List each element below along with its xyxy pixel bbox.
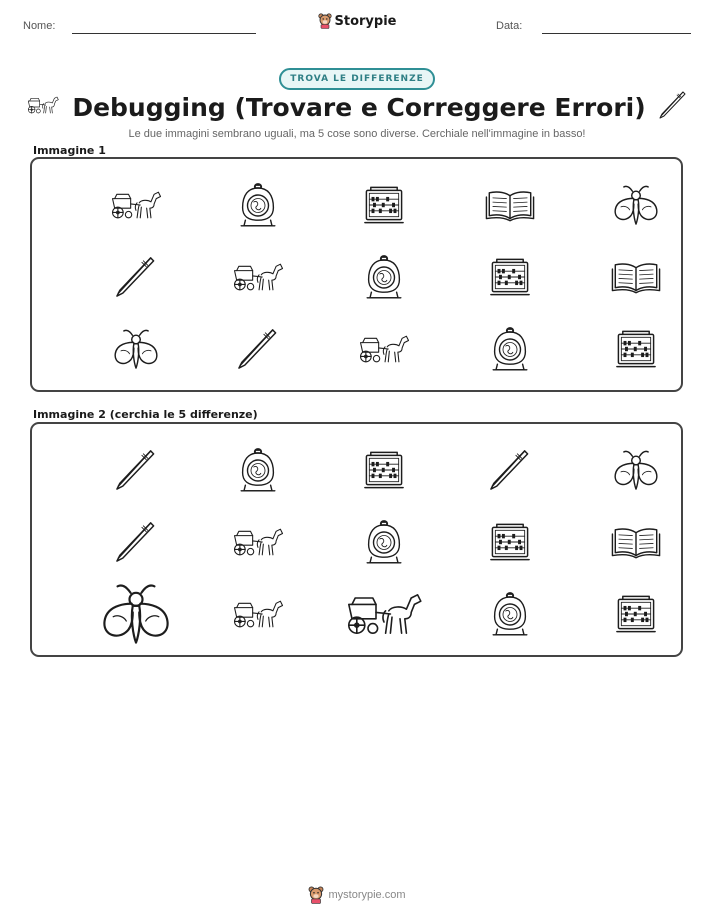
moth-icon <box>100 317 172 381</box>
abacus-icon <box>600 317 672 381</box>
clock-icon[interactable] <box>222 438 294 502</box>
name-field[interactable] <box>72 33 256 34</box>
footer-url: mystorypie.com <box>328 889 406 901</box>
image2-label: Immagine 2 (cerchia le 5 differenze) <box>33 408 258 421</box>
carriage-icon[interactable] <box>334 578 434 650</box>
moth-icon <box>600 173 672 237</box>
carriage-icon <box>100 173 172 237</box>
abacus-icon <box>348 173 420 237</box>
tweezers-icon <box>222 317 294 381</box>
tweezers-icon <box>100 245 172 309</box>
carriage-icon <box>26 95 60 119</box>
bear-logo-icon <box>308 886 324 904</box>
tweezers-icon <box>658 90 688 124</box>
tweezers-icon[interactable] <box>100 438 172 502</box>
carriage-icon[interactable] <box>222 510 294 574</box>
moth-icon[interactable] <box>86 578 186 650</box>
book-icon <box>474 173 546 237</box>
carriage-icon[interactable] <box>222 582 294 646</box>
clock-icon[interactable] <box>348 510 420 574</box>
date-field[interactable] <box>542 33 691 34</box>
activity-badge: TROVA LE DIFFERENZE <box>279 68 435 90</box>
name-label: Nome: <box>23 20 56 32</box>
footer <box>0 886 714 908</box>
image2-panel[interactable] <box>30 422 683 657</box>
tweezers-icon[interactable] <box>474 438 546 502</box>
carriage-icon <box>222 245 294 309</box>
abacus-icon[interactable] <box>348 438 420 502</box>
date-label: Data: <box>496 20 523 32</box>
bear-logo-icon <box>318 13 332 29</box>
tweezers-icon[interactable] <box>100 510 172 574</box>
brand-name: Storypie <box>334 13 397 29</box>
clock-icon[interactable] <box>474 582 546 646</box>
abacus-icon[interactable] <box>600 582 672 646</box>
instructions: Le due immagini sembrano uguali, ma 5 cose sono diverse. Cerchiale nell'immagine in basso! <box>128 128 586 140</box>
book-icon[interactable] <box>600 510 672 574</box>
clock-icon <box>474 317 546 381</box>
brand-logo <box>0 13 714 33</box>
book-icon <box>600 245 672 309</box>
page-title: Debugging (Trovare e Correggere Errori) <box>72 92 646 122</box>
abacus-icon <box>474 245 546 309</box>
image1-panel <box>30 157 683 392</box>
carriage-icon <box>348 317 420 381</box>
moth-icon[interactable] <box>600 438 672 502</box>
image1-label: Immagine 1 <box>33 144 106 157</box>
clock-icon <box>222 173 294 237</box>
abacus-icon[interactable] <box>474 510 546 574</box>
clock-icon <box>348 245 420 309</box>
